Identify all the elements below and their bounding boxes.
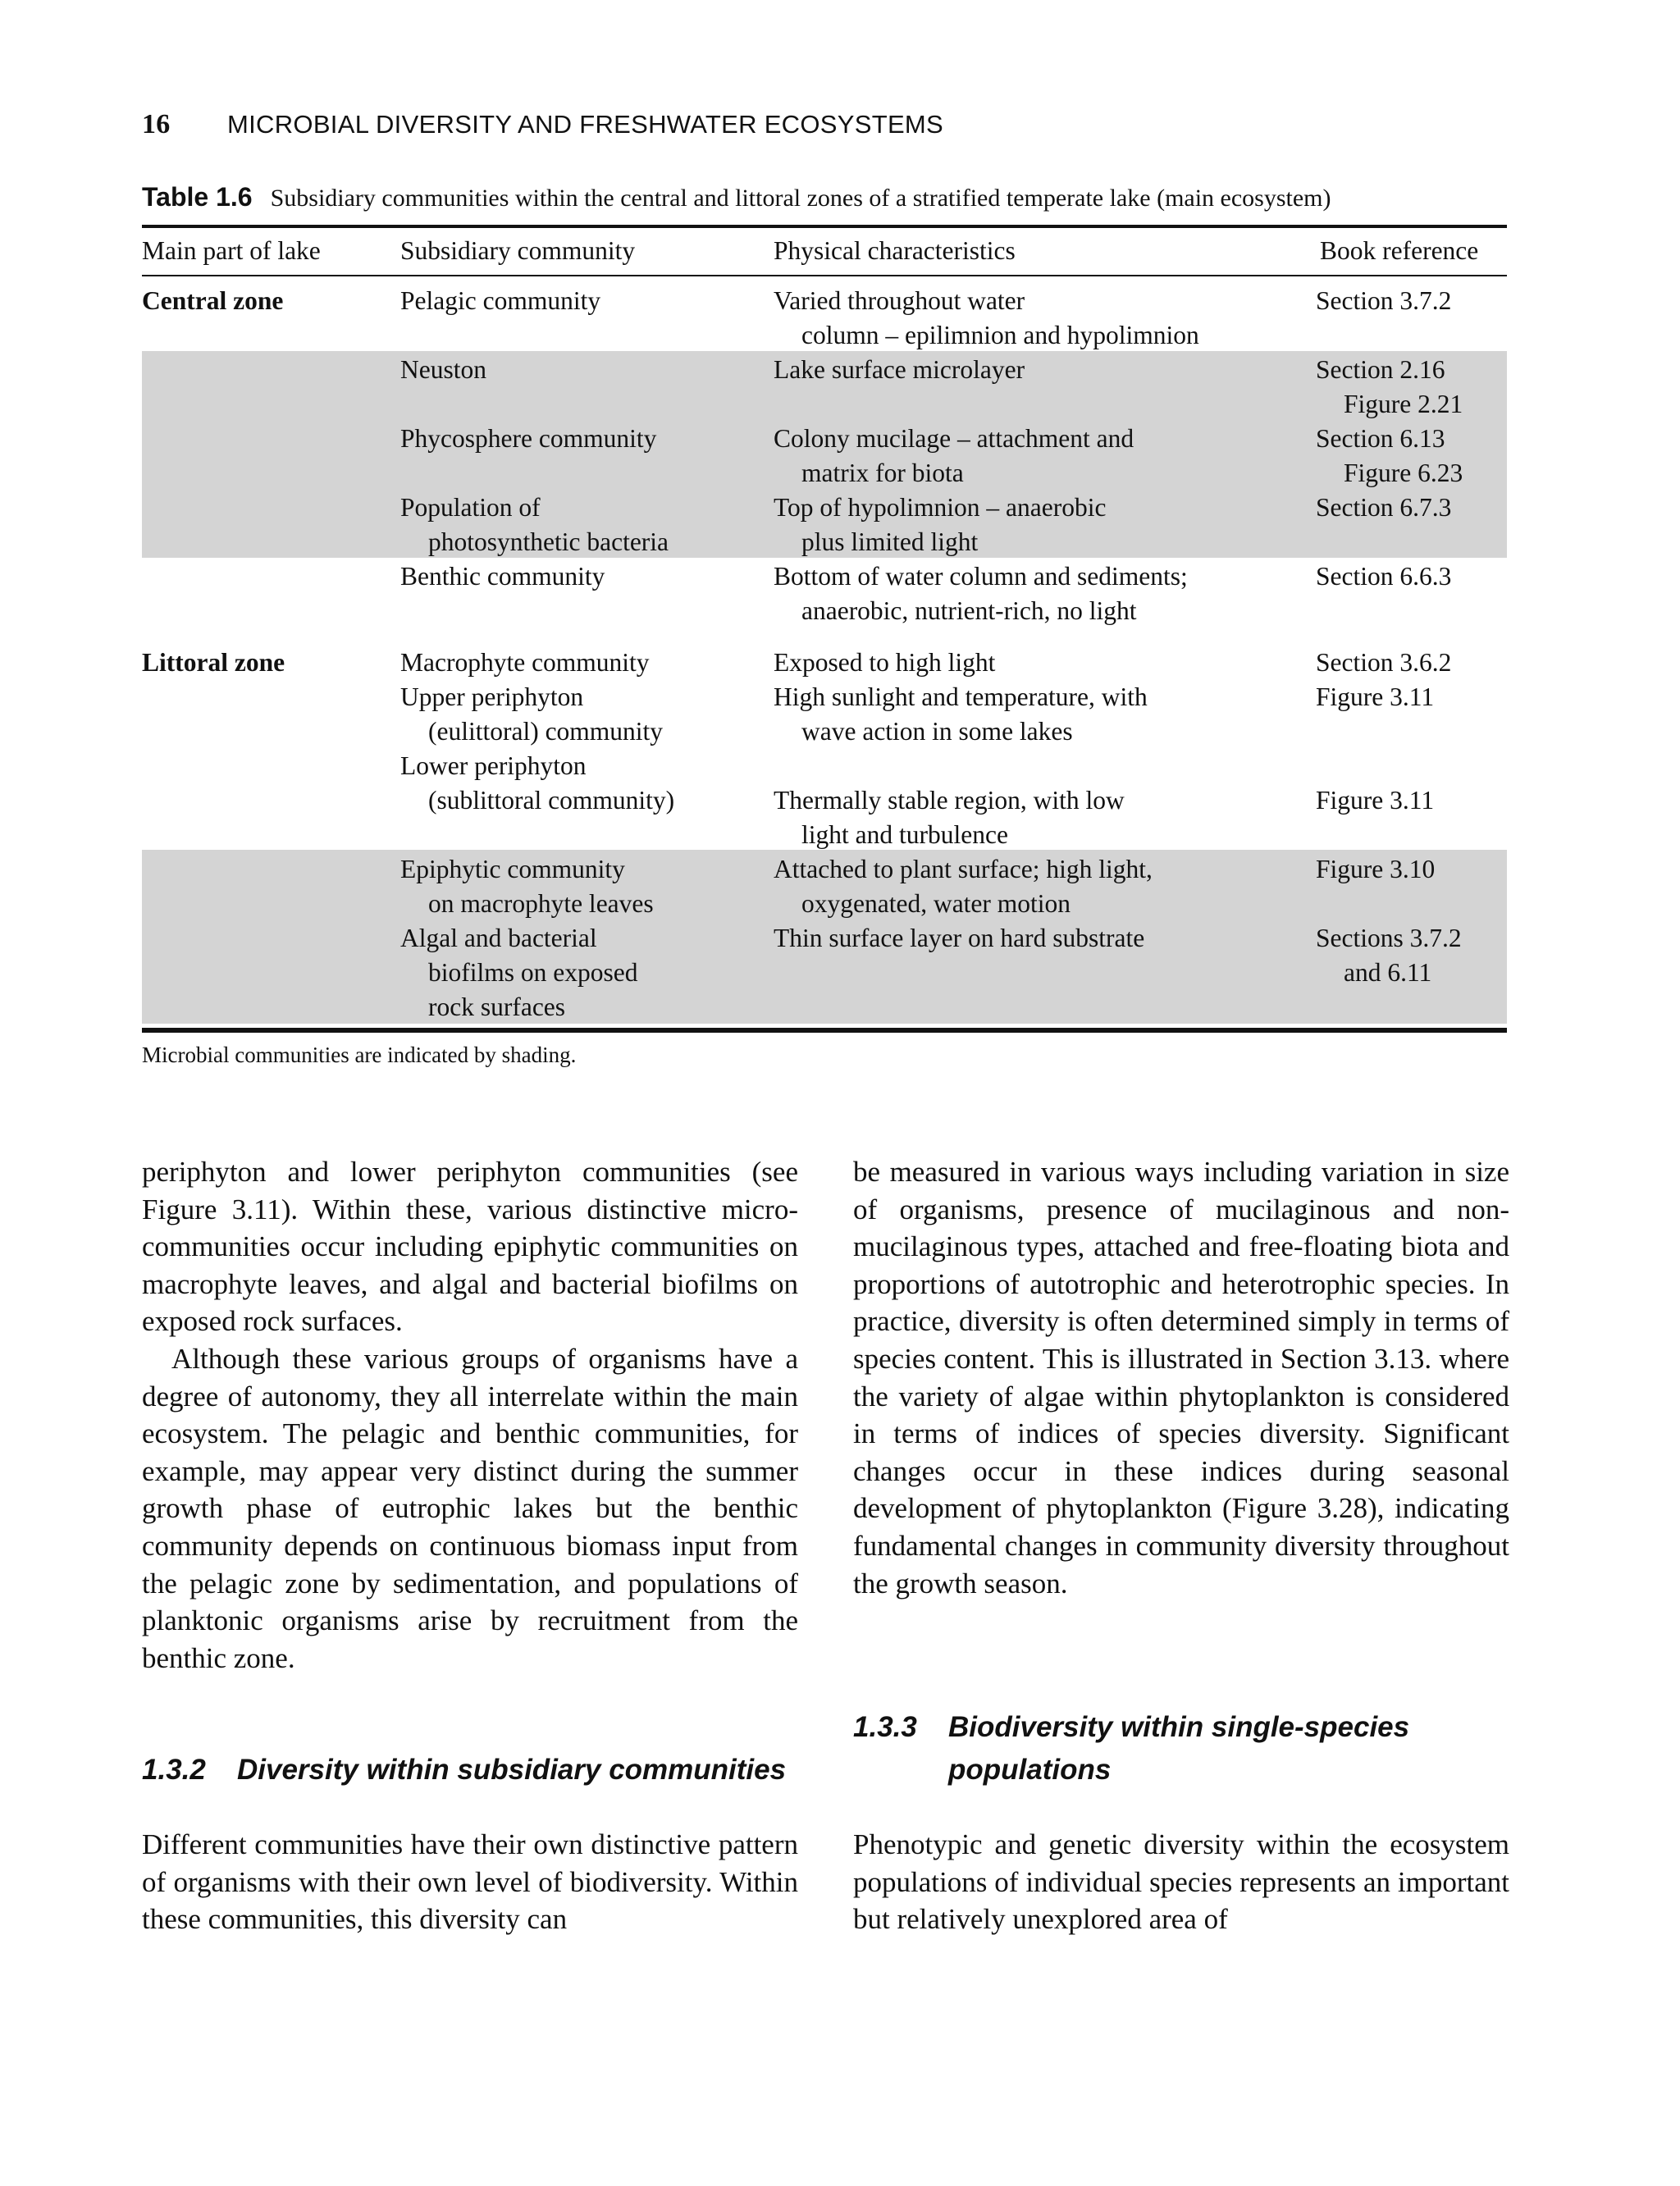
left-column-text-lower [142,1826,798,1938]
table-cell-reference: Figure 3.11 [1316,682,1435,711]
table-cell-reference: Section 3.6.2 [1316,648,1452,677]
table-cell-community: Algal and bacterial biofilms on exposed rock surfaces [400,924,638,1021]
header-main-part: Main part of lake [142,236,321,265]
table-cell-community: Pelagic community [400,286,601,315]
section-heading-1-3-2: 1.3.2 Diversity within subsidiary communities [142,1754,787,1786]
table-cell-physical: Thin surface layer on hard substrate [774,924,1145,952]
header-book-reference: Book reference [1320,236,1479,265]
table-cell-physical: Varied throughout water column – epilimnion and hypolimnion [774,286,1199,349]
table-cell-reference: Figure 3.10 [1316,855,1436,883]
right-column-text-lower [853,1826,1509,1938]
table-cell-community: Lower periphyton (sublittoral community) [400,751,675,815]
table-cell-community: Benthic community [400,562,605,591]
table-cell-physical: Exposed to high light [774,648,996,677]
header-physical-characteristics: Physical characteristics [774,236,1016,265]
table-header-rule [142,275,1507,276]
table-label: Table 1.6 [142,182,253,212]
table-cell-physical: Lake surface microlayer [774,355,1025,384]
table-cell-reference: Section 6.13 Figure 6.23 [1316,424,1463,487]
table-cell-community: Upper periphyton (eulittoral) community [400,682,664,746]
table-cell-reference: Section 3.7.2 [1316,286,1452,315]
running-title: MICROBIAL DIVERSITY AND FRESHWATER ECOSYSTEMS [227,110,944,139]
running-head [142,105,943,144]
table-cell-reference: Section 6.6.3 [1316,562,1452,591]
paragraph: Although these various groups of organisms have a degree of autonomy, they all interrelate within the main ecosystem. The pelagic and benthic communities, for example, may appear very distinct during the summer growth phase of eutrophic lakes but the benthic community depends on continuous biomass input from the pelagic zone by sedimentation, and populations of planktonic organisms arise by recruitment from the benthic zone. [142,1342,798,1674]
table-caption [142,179,1505,217]
paragraph: be measured in various ways including variation in size of organisms, presence of mucilaginous and non-mucilaginous types, attached and free-floating biota and proportions of autotrophic and heterotrophic species. In practice, diversity is often determined simply in terms of species content. This is illustrated in Section 3.13. where the variety of algae within phytoplankton is considered in terms of indices of species diversity. Significant changes occur in these indices during seasonal development of phytoplankton (Figure 3.28), indicating fundamental changes in community diversity throughout the growth season. [853,1156,1509,1600]
page-number: 16 [142,109,171,139]
table-bottom-rule [142,1028,1507,1033]
table-cell-community: Epiphytic community on macrophyte leaves [400,855,654,918]
table-cell-physical: Thermally stable region, with low light and turbulence [774,786,1125,849]
header-subsidiary-community: Subsidiary community [400,236,636,265]
zone-label: Littoral zone [142,648,285,677]
section-heading-1-3-3: 1.3.3 Biodiversity within single-species populations [853,1711,1410,1786]
table-caption-text: Subsidiary communities within the central and littoral zones of a stratified temperate lake (main ecosystem) [270,185,1331,212]
table-cell-community: Population of photosynthetic bacteria [400,493,669,556]
table-cell-physical: Bottom of water column and sediments; anaerobic, nutrient-rich, no light [774,562,1188,625]
left-column-text [142,1153,798,1677]
table-cell-community: Neuston [400,355,486,384]
table-cell-reference: Figure 3.11 [1316,786,1435,815]
table-footnote: Microbial communities are indicated by shading. [142,1043,577,1067]
table-cell-reference: Section 6.7.3 [1316,493,1452,522]
table-cell-reference: Sections 3.7.2 and 6.11 [1316,924,1462,987]
table-cell-physical: Attached to plant surface; high light, oxygenated, water motion [774,855,1153,918]
paragraph: periphyton and lower periphyton communities (see Figure 3.11). Within these, various distinctive microcommunities occur including epiphytic communities on macrophyte leaves, and algal and bacterial biofilms on exposed rock surfaces. [142,1156,798,1338]
table-cell-physical: Top of hypolimnion – anaerobic plus limited light [774,493,1107,556]
zone-label: Central zone [142,286,284,315]
right-column-text [853,1153,1509,1602]
paragraph: Different communities have their own distinctive pattern of organisms with their own level of biodiversity. Within these communities, this diversity can [142,1828,798,1936]
table-cell-physical: Colony mucilage – attachment and matrix for biota [774,424,1134,487]
paragraph: Phenotypic and genetic diversity within the ecosystem populations of individual species represents an important but relatively unexplored area of [853,1828,1509,1936]
table-top-rule [142,225,1507,228]
table-cell-community: Macrophyte community [400,648,650,677]
table-cell-physical: High sunlight and temperature, with wave action in some lakes [774,682,1148,746]
table-cell-community: Phycosphere community [400,424,657,453]
table-cell-reference: Section 2.16 Figure 2.21 [1316,355,1463,418]
